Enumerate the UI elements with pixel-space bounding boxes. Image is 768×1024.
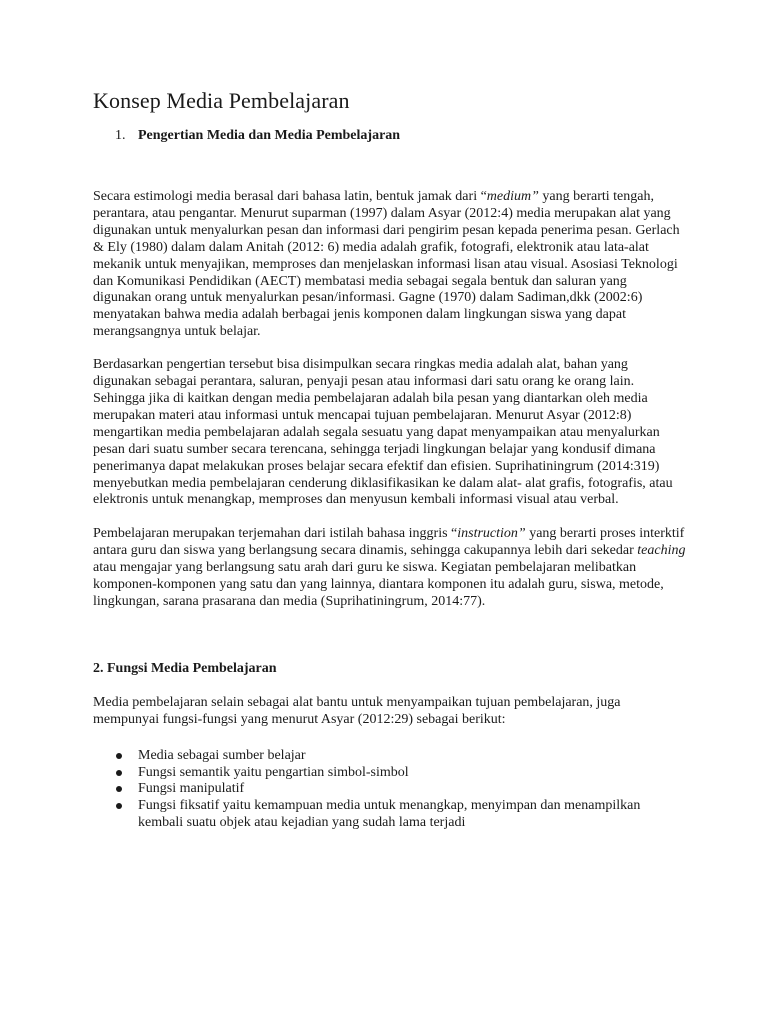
list-item: [93, 781, 687, 798]
paragraph-3-text-b: yang berarti proses interktif antara guru dan siswa yang berlangsung secara dinamis, sehingga cakupannya lebih dari sekedar: [93, 526, 685, 559]
list-item-text: Media sebagai sumber belajar: [138, 747, 306, 763]
bullet-icon: [116, 770, 122, 776]
document-title: Konsep Media Pembelajaran: [93, 88, 350, 113]
document-page: [93, 86, 687, 832]
bullet-icon: [116, 803, 122, 809]
paragraph-1-text-a: Secara estimologi media berasal dari bahasa latin, bentuk jamak dari “: [93, 189, 487, 204]
list-item: [93, 748, 687, 765]
paragraph-1-text-b: yang berarti tengah, perantara, atau pengantar. Menurut suparman (1997) dalam Asyar (2012:4) media merupakan alat yang digunakan untuk menyalurkan pesan dan informasi dari pengirim pesan kepada penerima pesan. Gerlach & Ely (1980) dalam dalam Anitah (2012: 6) media adalah grafik, fotografi, elektronik atau lata-alat mekanik untuk menyajikan, memproses dan menjelaskan informasi lisan atau visual. Asosiasi Teknologi dan Komunikasi Pendidikan (AECT) membatasi media sebagai segala bentuk dan saluran yang digunakan orang untuk menyalurkan pesan/informasi. Gagne (1970) dalam Sadiman,dkk (2002:6) menyatakan bahwa media adalah berbagai jenis komponen dalam lingkungan siswa yang dapat merangsangnya untuk belajar.: [93, 189, 680, 340]
bullet-icon: [116, 753, 122, 759]
fungsi-bullet-list: [93, 748, 687, 833]
paragraph-fungsi-intro: Media pembelajaran selain sebagai alat bantu untuk menyampaikan tujuan pembelajaran, juga mempunyai fungsi-fungsi yang menurut Asyar (2012:29) sebagai berikut:: [93, 694, 621, 727]
list-item: [93, 798, 687, 832]
section-1-heading: [93, 127, 687, 145]
paragraph-3-text-c: atau mengajar yang berlangsung satu arah dari guru ke siswa. Kegiatan pembelajaran melibatkan komponen-komponen yang satu dan yang lainnya, diantara komponen itu adalah guru, siswa, metode, lingkungan, sarana prasarana dan media (Suprihatiningrum, 2014:77).: [93, 560, 664, 609]
paragraph-3-italic-teaching: teaching: [637, 543, 686, 559]
bullet-icon: [116, 786, 122, 792]
paragraph-media-definition: [93, 189, 687, 341]
list-item-text: Fungsi semantik yaitu pengartian simbol-simbol: [138, 764, 409, 780]
paragraph-pembelajaran-definition: [93, 526, 687, 611]
paragraph-3-text-a: Pembelajaran merupakan terjemahan dari istilah bahasa inggris “: [93, 526, 458, 542]
paragraph-1-italic-medium: medium”: [486, 189, 539, 204]
list-item-text: Fungsi manipulatif: [138, 781, 245, 797]
section-1-number: 1.: [115, 128, 126, 143]
section-1-heading-text: Pengertian Media dan Media Pembelajaran: [138, 128, 401, 143]
list-item-text: Fungsi fiksatif yaitu kemampuan media untuk menangkap, menyimpan dan menampilkan kembali suatu objek atau kejadian yang sudah lama terjadi: [138, 798, 641, 831]
paragraph-3-italic-instruction: instruction”: [457, 526, 526, 542]
paragraph-media-conclusion: Berdasarkan pengertian tersebut bisa disimpulkan secara ringkas media adalah alat, bahan yang digunakan sebagai perantara, saluran, penyaji pesan atau informasi dari satu orang ke orang lain. Sehingga jika di kaitkan dengan media pembelajaran adalah bila pesan yang diantarkan oleh media merupakan materi atau informasi untuk mencapai tujuan pembelajaran. Menurut Asyar (2012:8) mengartikan media pembelajaran adalah segala sesuatu yang dapat menyampaikan atau menyalurkan pesan dari suatu sumber secara terencana, sehingga terjadi lingkungan belajar yang kondusif dimana penerimanya dapat melakukan proses belajar secara efektif dan efisien. Suprihatiningrum (2014:319) menyebutkan media pembelajaran cenderung diklasifikasikan ke dalam alat- alat grafis, fotografis, atau elektronis untuk menangkap, memproses dan menyusun kembali informasi visual atau verbal.: [93, 357, 673, 508]
section-2-heading: 2. Fungsi Media Pembelajaran: [93, 660, 277, 676]
list-item: [93, 765, 687, 782]
